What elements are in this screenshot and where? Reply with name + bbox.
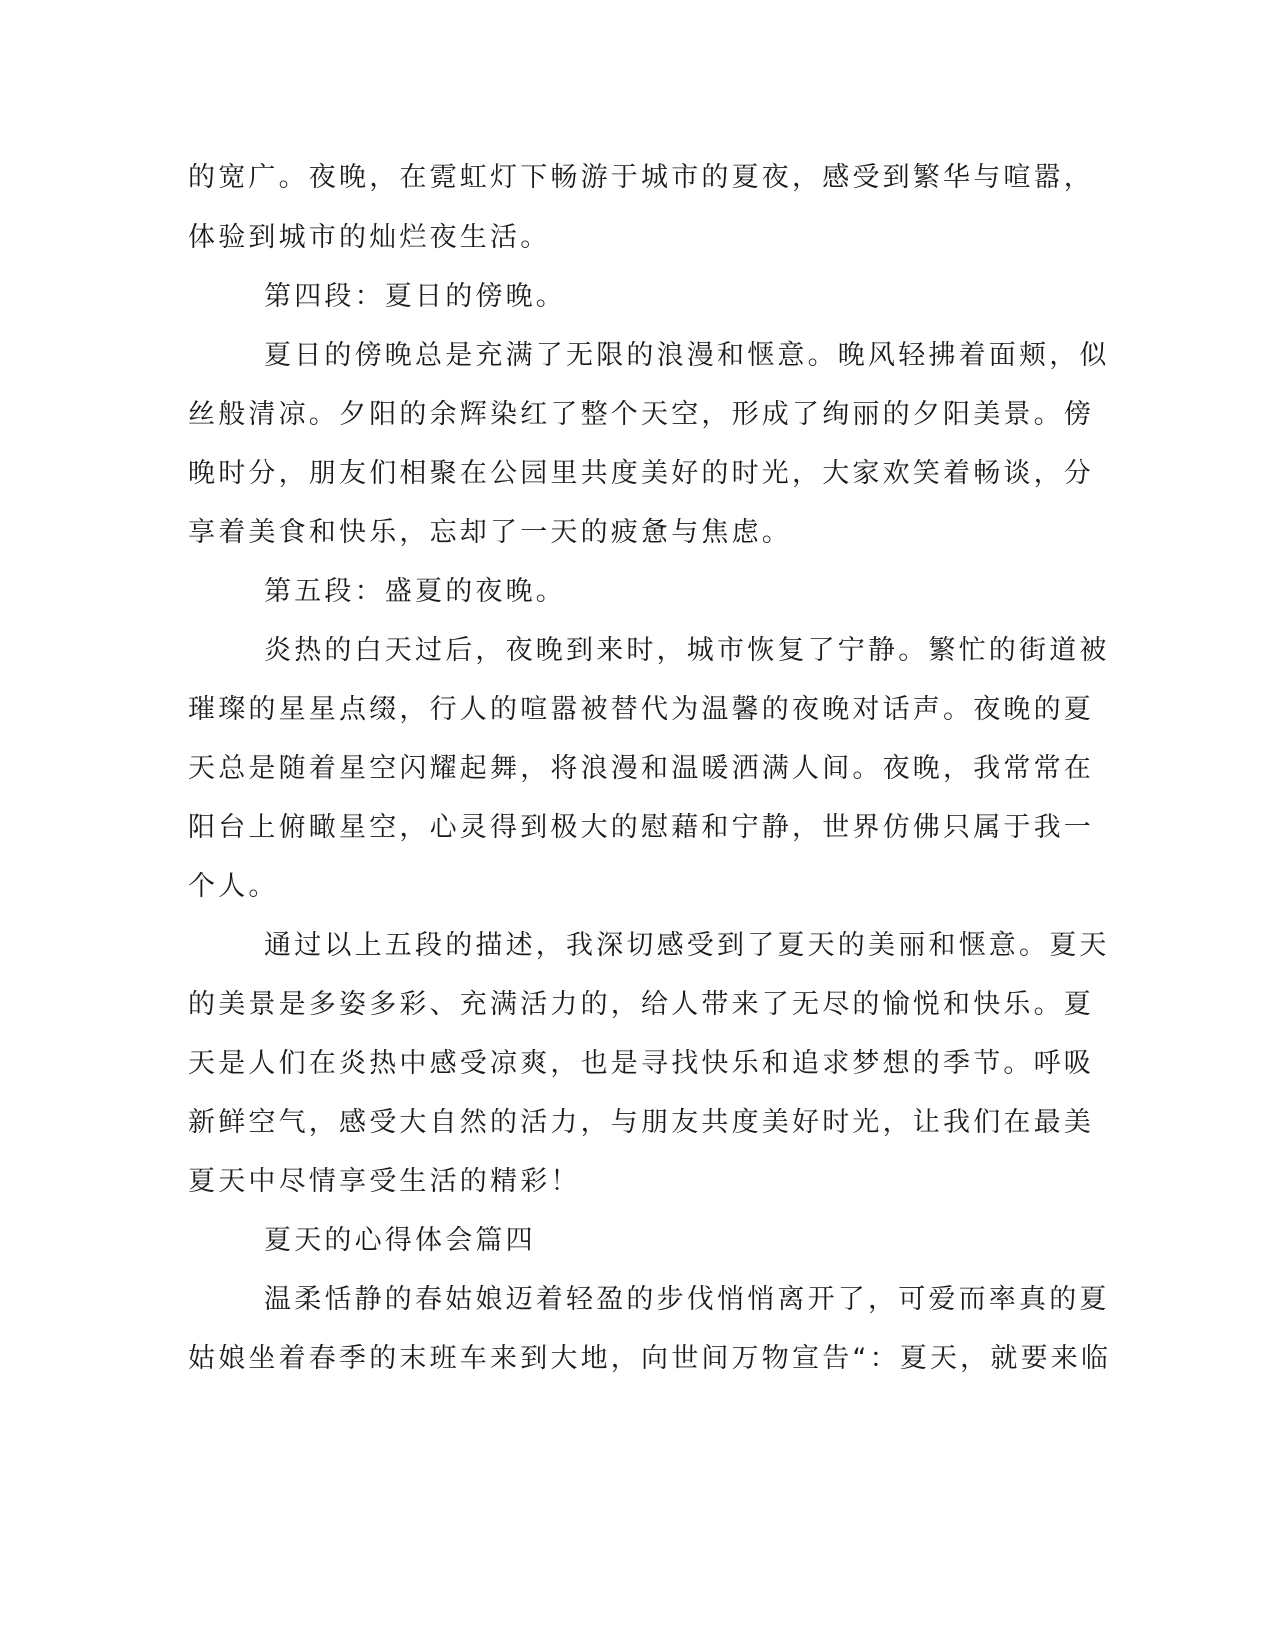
text-line: 的宽广。夜晚，在霓虹灯下畅游于城市的夏夜，感受到繁华与喧嚣， (188, 162, 1094, 193)
paragraph-start: 夏日的傍晚总是充满了无限的浪漫和惬意。晚风轻拂着面颊，似 (264, 340, 1110, 371)
section-heading-5: 第五段：盛夏的夜晚。 (264, 576, 566, 607)
text-line: 丝般清凉。夕阳的余辉染红了整个天空，形成了绚丽的夕阳美景。傍 (188, 399, 1094, 430)
section-heading-4: 第四段：夏日的傍晚。 (264, 281, 566, 312)
text-line: 阳台上俯瞰星空，心灵得到极大的慰藉和宁静，世界仿佛只属于我一 (188, 812, 1094, 843)
text-line: 璀璨的星星点缀，行人的喧嚣被替代为温馨的夜晚对话声。夜晚的夏 (188, 694, 1094, 725)
text-line: 个人。 (188, 871, 279, 902)
text-line: 姑娘坐着春季的末班车来到大地，向世间万物宣告“：夏天，就要来临 (188, 1343, 1112, 1374)
text-line: 新鲜空气，感受大自然的活力，与朋友共度美好时光，让我们在最美 (188, 1107, 1094, 1138)
text-line: 天是人们在炎热中感受凉爽，也是寻找快乐和追求梦想的季节。呼吸 (188, 1048, 1094, 1079)
paragraph-start: 温柔恬静的春姑娘迈着轻盈的步伐悄悄离开了，可爱而率真的夏 (264, 1284, 1110, 1315)
paragraph-start: 通过以上五段的描述，我深切感受到了夏天的美丽和惬意。夏天 (264, 930, 1110, 961)
text-line: 天总是随着星空闪耀起舞，将浪漫和温暖洒满人间。夜晚，我常常在 (188, 753, 1094, 784)
text-line: 的美景是多姿多彩、充满活力的，给人带来了无尽的愉悦和快乐。夏 (188, 989, 1094, 1020)
text-line: 夏天中尽情享受生活的精彩！ (188, 1166, 581, 1197)
text-line: 享着美食和快乐，忘却了一天的疲惫与焦虑。 (188, 517, 792, 548)
paragraph-start: 炎热的白天过后，夜晚到来时，城市恢复了宁静。繁忙的街道被 (264, 635, 1110, 666)
text-line: 晚时分，朋友们相聚在公园里共度美好的时光，大家欢笑着畅谈，分 (188, 458, 1094, 489)
chapter-heading: 夏天的心得体会篇四 (264, 1225, 536, 1256)
text-line: 体验到城市的灿烂夜生活。 (188, 222, 551, 253)
